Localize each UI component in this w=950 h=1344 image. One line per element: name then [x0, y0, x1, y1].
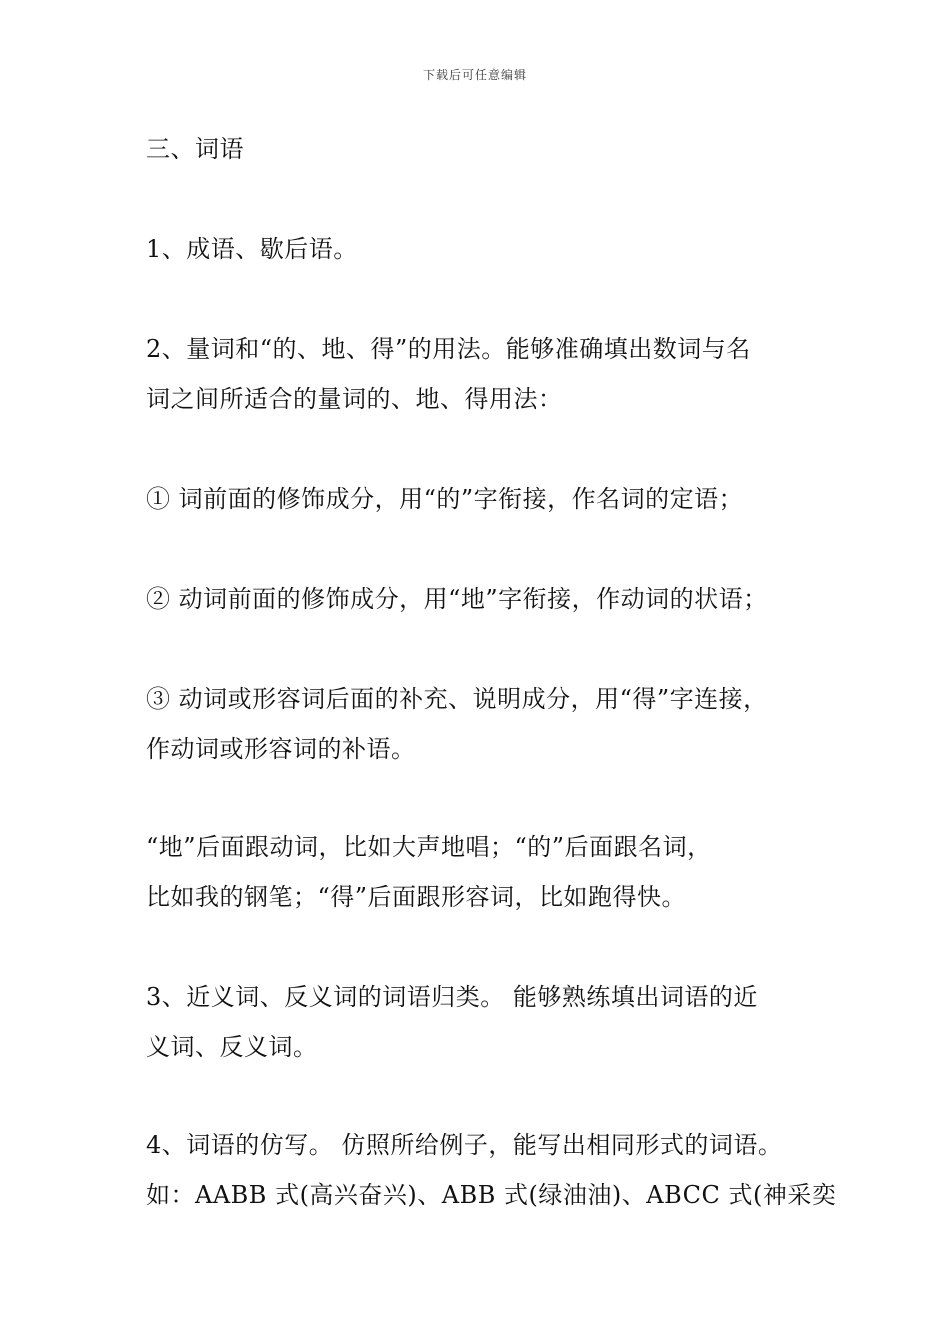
- item-2-line-1: 2、量词和“的、地、得”的用法。能够准确填出数词与名: [146, 335, 751, 363]
- examples-line-2: 比如我的钢笔；“得”后面跟形容词，比如跑得快。: [146, 883, 687, 911]
- section-title: 三、词语: [146, 135, 244, 163]
- item-3-line-2: 义词、反义词。: [146, 1033, 318, 1061]
- item-2-line-2: 词之间所适合的量词的、地、得用法：: [146, 385, 563, 413]
- item-1-idioms: 1、成语、歇后语。: [146, 235, 358, 263]
- item-4-line-2: 如：AABB 式(高兴奋兴)、ABB 式(绿油油)、ABCC 式(神采奕: [146, 1181, 837, 1209]
- item-3-line-1: 3、近义词、反义词的词语归类。 能够熟练填出词语的近: [146, 983, 758, 1011]
- rule-1-de: ① 词前面的修饰成分，用“的”字衔接，作名词的定语；: [146, 485, 744, 513]
- item-4-line-1: 4、词语的仿写。 仿照所给例子，能写出相同形式的词语。: [146, 1131, 783, 1159]
- rule-3-line-1: ③ 动词或形容词后面的补充、说明成分，用“得”字连接，: [146, 685, 768, 713]
- download-note: 下载后可任意编辑: [422, 68, 527, 82]
- rule-3-line-2: 作动词或形容词的补语。: [146, 735, 416, 763]
- examples-line-1: “地”后面跟动词，比如大声地唱；“的”后面跟名词，: [146, 833, 712, 861]
- rule-2-di: ② 动词前面的修饰成分，用“地”字衔接，作动词的状语；: [146, 585, 768, 613]
